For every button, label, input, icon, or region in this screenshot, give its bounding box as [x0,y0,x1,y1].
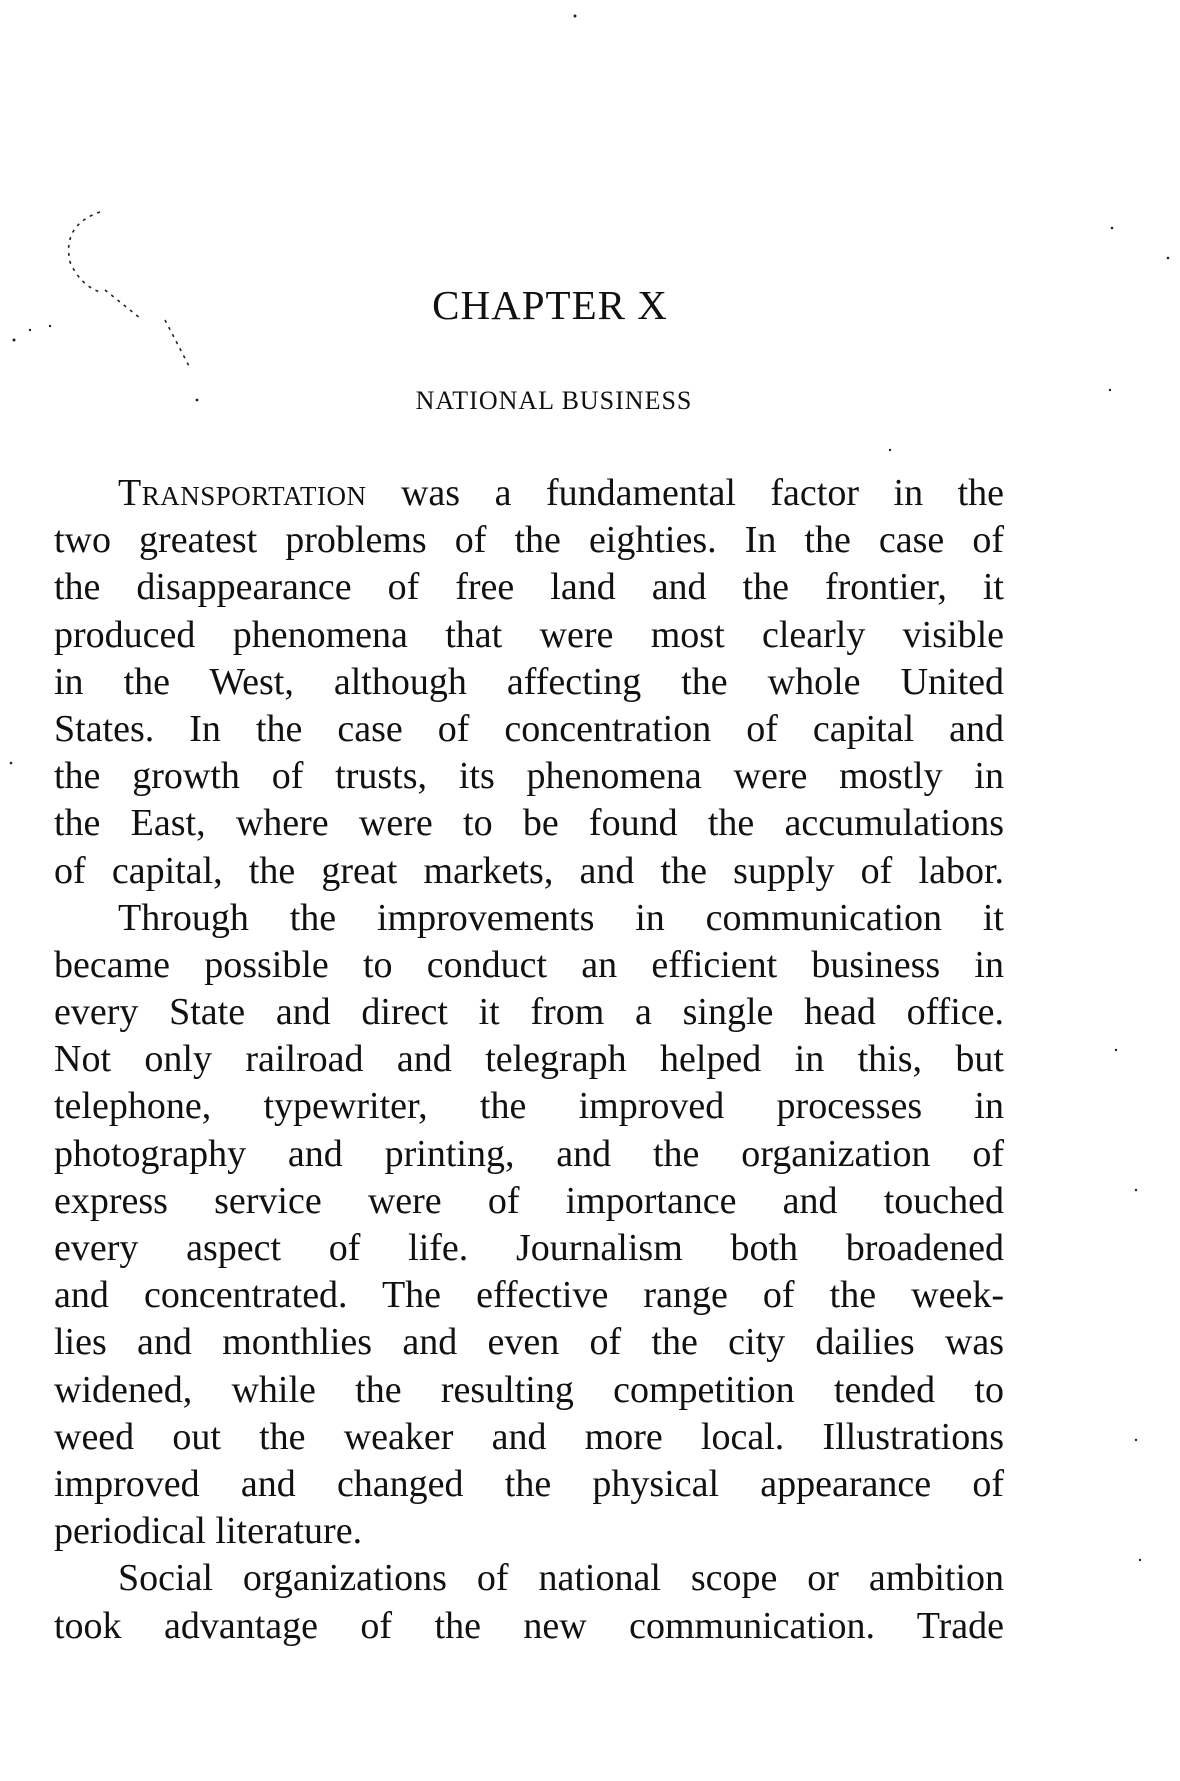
text-line: the disappearance of free land and the frontier, it [54,566,1004,609]
text-line: took advantage of the new communication. Trade [54,1604,1004,1647]
text-line: express service were of importance and touched [54,1179,1004,1222]
text-line: produced phenomena that were most clearly visible [54,613,1004,656]
text-line: Social organizations of national scope or ambition [118,1557,1004,1600]
text-line: lies and monthlies and even of the city dailies was [54,1321,1004,1364]
scan-artifact-line-2 [165,320,190,368]
paragraph-1 [54,470,1004,895]
text-line: the growth of trusts, its phenomena were mostly in [54,755,1004,798]
text-line: weed out the weaker and more local. Illustrations [54,1415,1004,1458]
paragraph-3 [54,1555,1004,1649]
speck [1167,257,1170,260]
lead-word: Transportation [118,472,367,514]
text-line: every State and direct it from a single head office. [54,991,1004,1034]
chapter-title: CHAPTER X [432,282,668,328]
text-line: telephone, typewriter, the improved processes in [54,1085,1004,1128]
speck [889,449,891,451]
speck [13,339,16,342]
speck [1135,1189,1137,1191]
text-line: Not only railroad and telegraph helped in this, but [54,1038,1004,1081]
text-line: Transportation was a fundamental factor in the [118,472,1004,514]
text-line: periodical literature. [54,1510,363,1553]
paragraph-2 [54,895,1004,1556]
text-line: States. In the case of concentration of capital and [54,707,1004,750]
text-line: widened, while the resulting competition tended to [54,1368,1004,1411]
speck [1111,227,1114,230]
text-line: the East, where were to be found the accumulations [54,802,1004,845]
text-line: and concentrated. The effective range of the week- [54,1274,1004,1317]
text-line: photography and printing, and the organization of [54,1132,1004,1175]
chapter-subtitle: NATIONAL BUSINESS [415,386,693,415]
text-line: became possible to conduct an efficient business in [54,943,1004,986]
text-line: in the West, although affecting the whole United [54,660,1004,703]
speck [10,762,13,765]
text-line: two greatest problems of the eighties. In the case of [54,519,1004,562]
speck [1135,1439,1137,1441]
text-line: of capital, the great markets, and the supply of labor. [54,849,1004,892]
scan-artifact-arc [69,212,100,292]
speck [1115,1049,1117,1051]
text-line: Through the improvements in communication it [118,896,1004,939]
speck [1139,1559,1141,1561]
speck [29,329,31,331]
text-line: every aspect of life. Journalism both broadened [54,1227,1004,1269]
body-text [54,470,1004,1650]
text-line: improved and changed the physical appearance of [54,1462,1004,1505]
speck [574,15,577,18]
